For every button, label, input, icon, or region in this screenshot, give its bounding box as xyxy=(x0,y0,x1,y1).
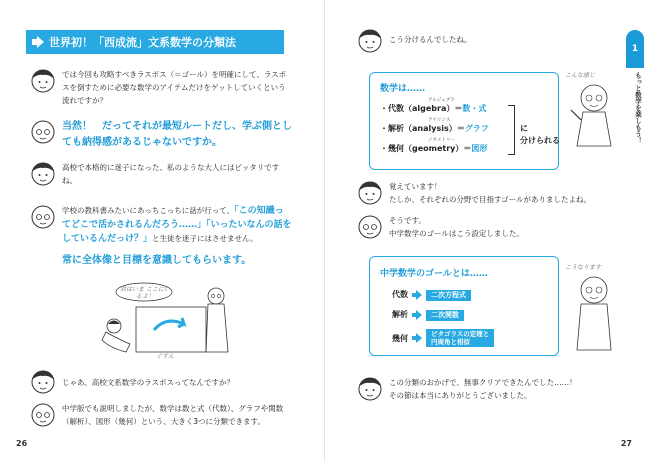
box-title: 中学数学のゴールとは…… xyxy=(380,269,488,279)
chapter-tab xyxy=(626,30,644,68)
dialog-line: 中学版でも説明しましたが、数学は数と式（代数）、グラフや関数（解析）、図形（幾何）という、大きく3つに分類できます。 xyxy=(62,404,284,426)
speech-bubble-text: 君はいま ここにいるよ！ xyxy=(120,286,170,300)
teacher-avatar xyxy=(30,202,56,230)
teacher-emphasis: 常に全体像と目標を意識してもらいます。 xyxy=(62,255,252,266)
illustration xyxy=(96,282,246,362)
right-page xyxy=(325,0,650,462)
goal-row: 代数 二次方程式 xyxy=(392,289,471,301)
side-note: こんな感じ xyxy=(565,72,596,79)
dialog-line: こう分けるんでしたね。 xyxy=(389,35,472,44)
dialog-text-blue: 「この知識ってどこで活かされるんだろう……」「いったいなんの話をしているんだっけ？」 xyxy=(62,206,292,244)
classification-row: ・代数（algebra）＝数・式 xyxy=(380,104,487,113)
arrow-icon xyxy=(412,311,422,319)
ruby-text: アルジェブラ xyxy=(428,98,455,103)
goal-row: 解析 二次関数 xyxy=(392,309,464,321)
ruby-text: ジオメトリー xyxy=(428,138,455,143)
teacher-avatar xyxy=(357,212,383,240)
chapter-number: 1 xyxy=(631,44,639,54)
dialog-line: 高校で本格的に迷子になった、私のような大人にはピッタリですね。 xyxy=(62,163,280,185)
teacher-emphasis: 当然！ だってそれが最短ルートだし、学ぶ側としても納得感があるじゃないですか。 xyxy=(62,121,292,148)
suffix-1: に xyxy=(520,124,528,133)
arrow-icon xyxy=(412,291,422,299)
arrow-icon xyxy=(412,334,422,342)
page-number: 26 xyxy=(16,439,28,448)
arrow-icon xyxy=(32,36,44,48)
dialog-line: では今回も攻略すべきラスボス（＝ゴール）を明確にして、ラスボスを倒すために必要な数学のアイテムだけをゲットしていくという流れですか？ xyxy=(62,70,287,105)
goal-box xyxy=(369,256,559,356)
classification-row: ・幾何（geometry）＝図形 xyxy=(380,144,488,153)
bracket xyxy=(508,105,515,155)
box-title: 数学は…… xyxy=(380,84,426,94)
ruby-text: アナリシス xyxy=(428,118,451,123)
classification-box xyxy=(369,72,559,170)
student-avatar xyxy=(30,66,56,94)
student-avatar xyxy=(357,374,383,402)
dialog-line: じゃあ、高校文系数学のラスボスってなんですか？ xyxy=(62,378,235,387)
dialog-text-pre: 学校の教科書みたいにあっちこっちに話が行って、 xyxy=(62,206,235,215)
suffix-2: 分けられる xyxy=(520,136,560,145)
teacher-avatar xyxy=(30,117,56,145)
student-avatar xyxy=(30,159,56,187)
student-avatar xyxy=(30,367,56,395)
teacher-illustration xyxy=(569,272,619,352)
classification-row: ・解析（analysis）＝グラフ xyxy=(380,124,489,133)
dialog-line: そうです。 中学数学のゴールはこう設定しました。 xyxy=(389,216,524,238)
dialog-text-post: と生徒を迷子にはさせません。 xyxy=(152,234,258,243)
teacher-avatar xyxy=(30,400,56,428)
student-avatar xyxy=(357,26,383,54)
cry-text: ぐすん xyxy=(156,353,175,360)
section-title: 世界初！「西成流」文系数学の分類法 xyxy=(49,36,236,49)
teacher-dialog xyxy=(62,204,292,246)
side-note: こうなります xyxy=(565,264,602,271)
teacher-student-illustration xyxy=(96,282,246,362)
dialog-line: 覚えています！ たしか、それぞれの分野で目指すゴールがありましたよね。 xyxy=(389,182,591,204)
goal-row: 幾何 ピタゴラスの定理と 円周角と相似 xyxy=(392,329,494,347)
dialog-line: この分類のおかげで、無事クリアできたんでした……！ その節は本当にありがとうございました。 xyxy=(389,378,577,400)
student-avatar xyxy=(357,178,383,206)
teacher-illustration xyxy=(569,80,619,148)
chapter-title: もっと数学を楽しもう！ xyxy=(634,72,642,144)
section-title-bar xyxy=(26,30,284,54)
page-number: 27 xyxy=(620,439,632,448)
